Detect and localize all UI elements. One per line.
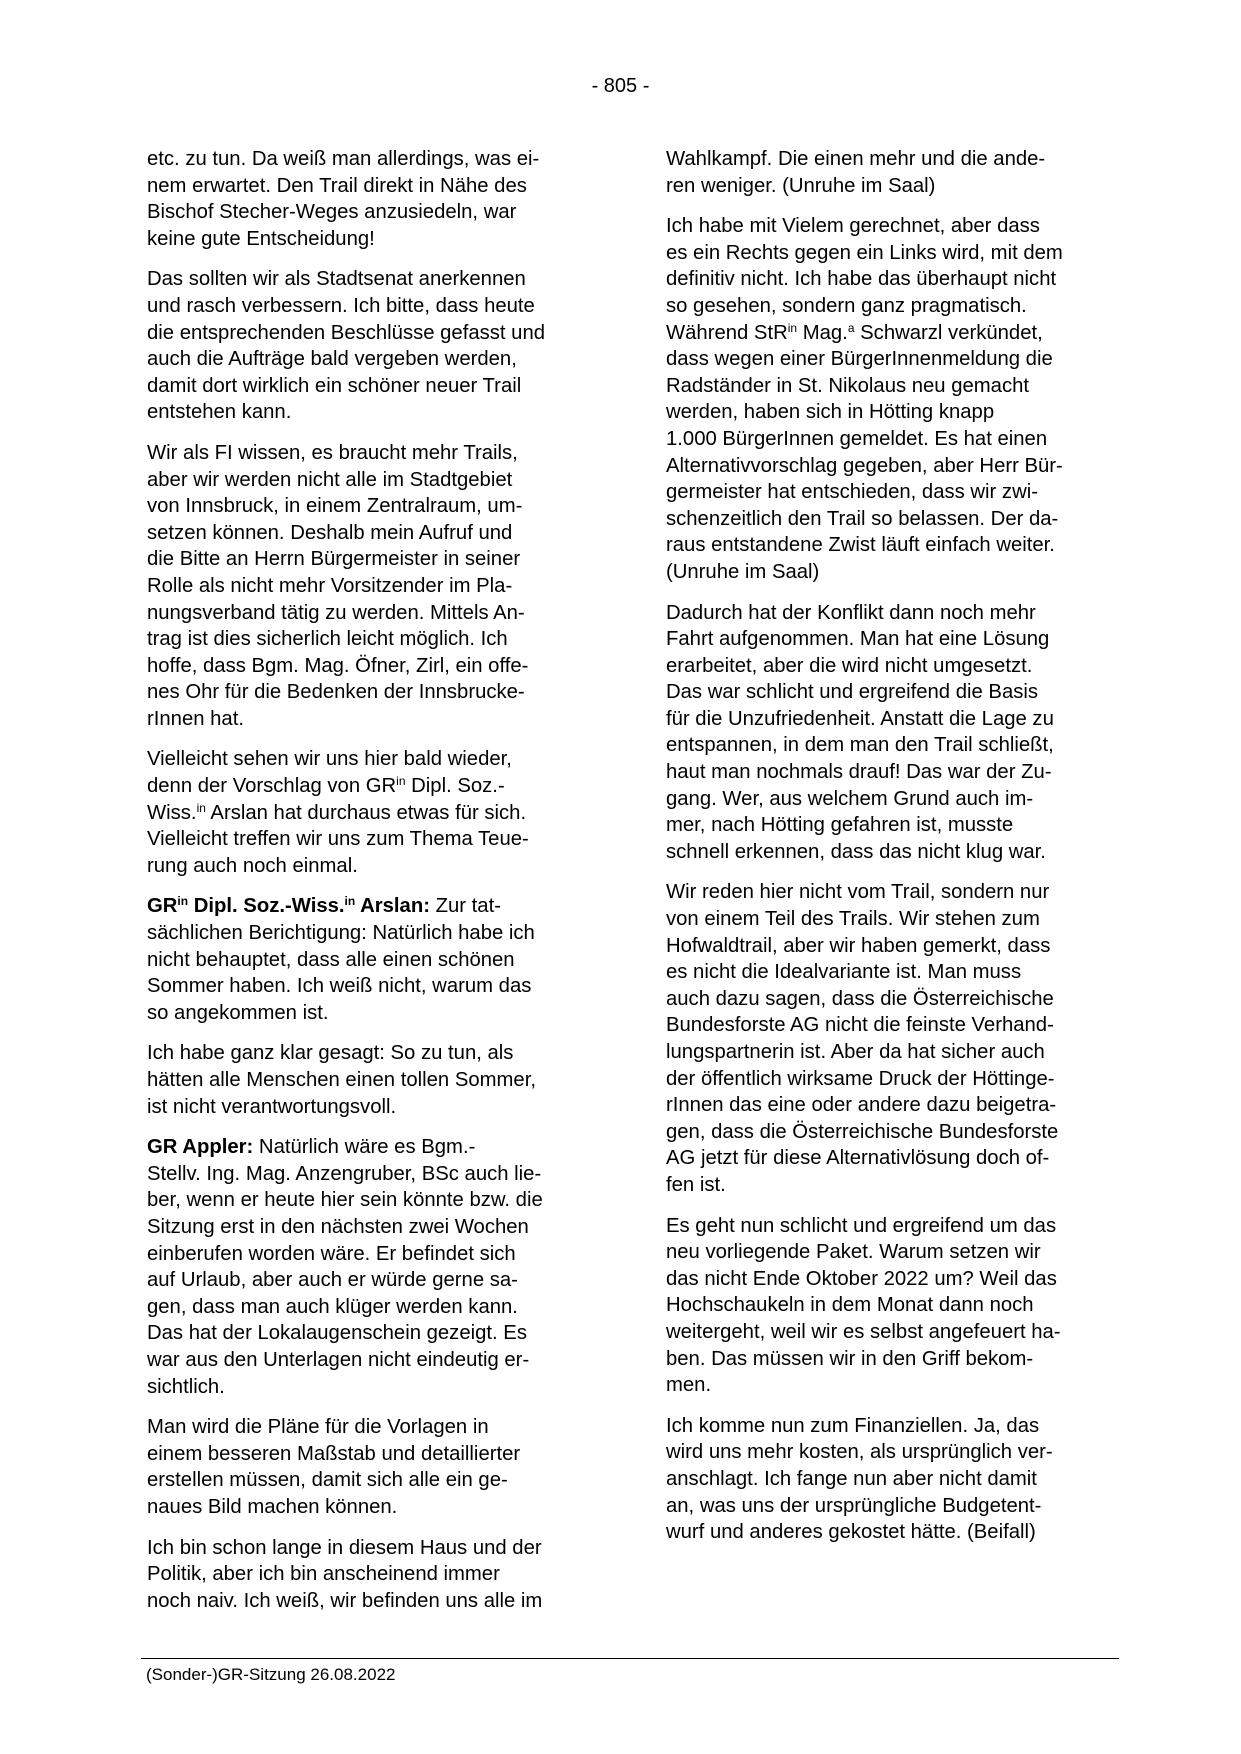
paragraph-text: Wir reden hier nicht vom Trail, sondern nur von einem Teil des Trails. Wir stehen zum Hofwaldtrail, aber wir haben gemerkt, dass es nicht die Idealvariante ist. Man muss auch dazu sagen, dass die Österreichische Bundesforste AG nicht die feinste Verhand- lungspartnerin ist. Aber da hat sicher auch der öffentlich wirksame Druck der Höttinge- rInnen das eine oder andere dazu beigetra- gen, dass die Österreichische Bundesforste AG jetzt für diese Alternativlösung doch of- fen ist. [666, 881, 1059, 1196]
paragraph-text: Natürlich wäre es Bgm.- Stellv. Ing. Mag. Anzengruber, BSc auch lie- ber, wenn er heute hier sein könnte bzw. die Sitzung erst in den nächsten zwei Wochen einberufen worden wäre. Er befindet sich auf Urlaub, aber auch er würde gerne sa- gen, dass man auch klüger werden kann. Das hat der Lokalaugenschein gezeigt. Es war aus den Unterlagen nicht eindeutig er- sichtlich. [147, 1136, 543, 1398]
paragraph-text: Arslan hat durchaus etwas für sich. Vielleicht treffen wir uns zum Thema Teue- rung auch noch einmal. [147, 801, 529, 877]
paragraph-text: Dadurch hat der Konflikt dann noch mehr Fahrt aufgenommen. Man hat eine Lösung erarbeitet, aber die wird nicht umgesetzt. Das war schlicht und ergreifend die Basis für die Unzufriedenheit. Anstatt die Lage zu entspannen, in dem man den Trail schließt, haut man nochmals drauf! Das war der Zu- gang. Wer, aus welchem Grund auch im- mer, nach Hötting gefahren ist, musste schnell erkennen, dass das nicht klug war. [666, 601, 1054, 863]
paragraph [666, 213, 1118, 585]
speaker-name: GR Appler: [147, 1136, 254, 1159]
speaker-name: Dipl. Soz.-Wiss. [188, 895, 345, 918]
superscript-text: in [396, 774, 406, 789]
paragraph [147, 266, 599, 426]
paragraph-text: Vielleicht sehen wir uns hier bald wieder, denn der Vorschlag von GR [147, 748, 512, 798]
speaker-name: GR [147, 895, 178, 918]
speaker-name: Arslan: [355, 895, 430, 918]
paragraph-text: Das sollten wir als Stadtsenat anerkennen und rasch verbessern. Ich bitte, dass heute die entsprechenden Beschlüsse gefasst und auch die Aufträge bald vergeben werden, damit dort wirklich ein schöner neuer Trail entstehen kann. [147, 268, 546, 424]
footer-session-label: (Sonder-)GR-Sitzung 26.08.2022 [146, 1665, 396, 1684]
paragraph-text: etc. zu tun. Da weiß man allerdings, was ei- nem erwartet. Den Trail direkt in Nähe des Bischof Stecher-Weges anzusiedeln, war keine gute Entscheidung! [147, 148, 540, 250]
right-column [666, 146, 1118, 1560]
paragraph-text: Ich bin schon lange in diesem Haus und der Politik, aber ich bin anscheinend immer noch naiv. Ich weiß, wir befinden uns alle im [147, 1536, 543, 1612]
superscript-text: in [177, 894, 189, 909]
paragraph [147, 1134, 599, 1400]
paragraph-text: Ich habe mit Vielem gerechnet, aber dass es ein Rechts gegen ein Links wird, mit dem definitiv nicht. Ich habe das überhaupt nicht so gesehen, sondern ganz pragmatisch. Während StR [666, 215, 1063, 344]
paragraph-text: Mag. [797, 321, 848, 344]
paragraph-text: Schwarzl verkündet, dass wegen einer BürgerInnenmeldung die Radständer in St. Nikolaus neu gemacht werden, haben sich in Hötting knapp 1.000 BürgerInnen gemeldet. Es hat einen Alternativvorschlag gegeben, aber Herr Bür- germeister hat entschieden, dass wir zwi- schenzeitlich den Trail so belassen. Der da- raus entstandene Zwist läuft einfach weiter. (Unruhe im Saal) [666, 321, 1063, 583]
paragraph [147, 1535, 599, 1615]
paragraph-text: Ich habe ganz klar gesagt: So zu tun, als hätten alle Menschen einen tollen Sommer, ist nicht verantwortungsvoll. [147, 1042, 536, 1118]
left-column [147, 146, 599, 1628]
paragraph-text: Zur tat- sächlichen Berichtigung: Natürlich habe ich nicht behauptet, dass alle einen schönen Sommer haben. Ich weiß nicht, warum das so angekommen ist. [147, 895, 535, 1024]
page-number: - 805 - [591, 75, 650, 97]
paragraph [147, 893, 599, 1026]
superscript-text: in [344, 894, 356, 909]
paragraph [147, 440, 599, 733]
paragraph [666, 600, 1118, 866]
paragraph [147, 146, 599, 252]
paragraph [666, 1413, 1118, 1546]
paragraph-text: Man wird die Pläne für die Vorlagen in einem besseren Maßstab und detaillierter erstellen müssen, damit sich alle ein ge- naues Bild machen können. [147, 1416, 521, 1518]
superscript-text: in [196, 800, 206, 815]
footer-divider [141, 1658, 1119, 1659]
paragraph-text: Es geht nun schlicht und ergreifend um das neu vorliegende Paket. Warum setzen wir das nicht Ende Oktober 2022 um? Weil das Hochschaukeln in dem Monat dann noch weitergeht, weil wir es selbst angefeuert ha- ben. Das müssen wir in den Griff bekom- men. [666, 1214, 1061, 1397]
paragraph [147, 1414, 599, 1520]
paragraph [147, 1040, 599, 1120]
superscript-text: in [787, 320, 798, 335]
superscript-text: a [847, 320, 855, 335]
paragraph [147, 746, 599, 879]
paragraph-text: Ich komme nun zum Finanziellen. Ja, das wird uns mehr kosten, als ursprünglich ver- anschlagt. Ich fange nun aber nicht damit an, was uns der ursprüngliche Budgetent- wurf und anderes gekostet hätte. (Beifall) [666, 1414, 1053, 1544]
paragraph-text: Wir als FI wissen, es braucht mehr Trails, aber wir werden nicht alle im Stadtgebiet von Innsbruck, in einem Zentralraum, um- setzen können. Deshalb mein Aufruf und die Bitte an Herrn Bürgermeister in seiner Rolle als nicht mehr Vorsitzender im Pla- nungsverband tätig zu werden. Mittels An- trag ist dies sicherlich leicht möglich. Ich hoffe, dass Bgm. Mag. Öfner, Zirl, ein offe- nes Ohr für die Bedenken der Innsbrucke- rInnen hat. [147, 441, 529, 730]
paragraph [666, 146, 1118, 199]
paragraph-text: Dipl. Soz.- Wiss. [147, 775, 505, 824]
paragraph [666, 1213, 1118, 1399]
paragraph [666, 879, 1118, 1198]
paragraph-text: Wahlkampf. Die einen mehr und die ande- ren weniger. (Unruhe im Saal) [666, 148, 1046, 197]
